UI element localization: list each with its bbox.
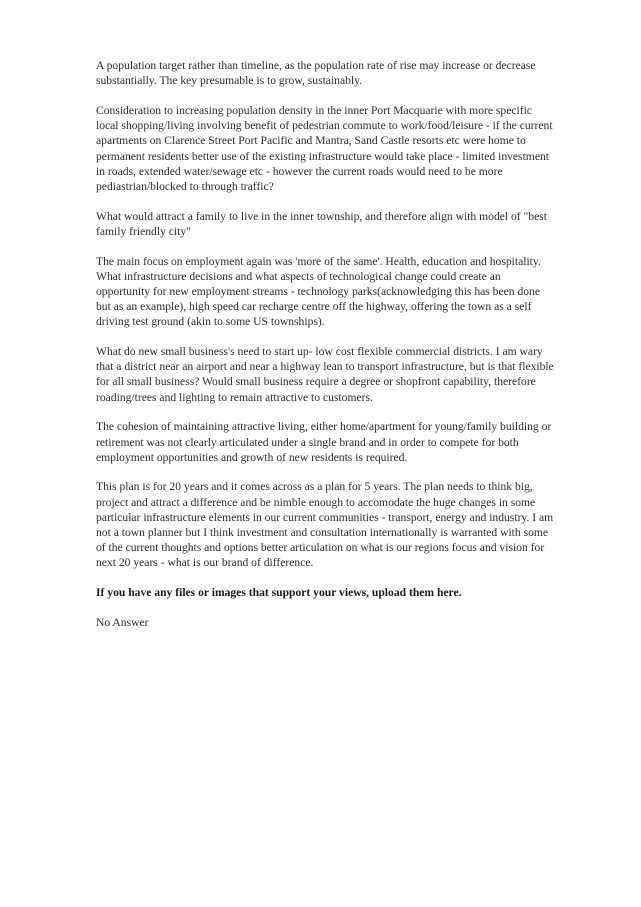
paragraph-attractive-living: The cohesion of maintaining attractive living, either home/apartment for young/family building or retirement was not clearly articulated under a single brand and in order to compete for both employment opportunities and growth of new residents is required. <box>96 420 552 464</box>
paragraph-population-target: A population target rather than timeline, as the population rate of rise may increase or decrease substantially. The key presumable is to grow, sustainably. <box>96 59 536 88</box>
paragraph-family-attraction: What would attract a family to live in the inner township, and therefore align with model of "best family friendly city" <box>96 209 547 238</box>
paragraph-population-density: Consideration to increasing population density in the inner Port Macquarie with more specific local shopping/living involving benefit of pedestrian commute to work/food/leisure - if the current apartments on Clarence Street Port Pacific and Mantra, Sand Castle resorts etc were home to permanent residents better use of the existing infrastructure would take place - limited investment in roads, extended water/sewage etc - however the current roads would need to be more pediastrian/blocked to through traffic? <box>96 103 553 193</box>
paragraph-employment-focus: The main focus on employment again was 'more of the same'. Health, education and hospitality. What infrastructure decisions and what aspects of technological change could create an opportunity for new employment streams - technology parks(acknowledging this has been done but as an example), high speed car recharge centre off the highway, offering the town as a self driving test ground (akin to some US townships). <box>96 254 541 329</box>
document-body <box>96 58 556 645</box>
paragraph-small-business: What do new small business's need to start up- low cost flexible commercial districts. I am wary that a district near an airport and near a highway lean to transport infrastructure, but is that flexible for all small business? Would small business require a degree or shopfront capability, therefore roading/trees and lighting to remain attractive to customers. <box>96 345 554 404</box>
question-upload-files: If you have any files or images that support your views, upload them here. <box>96 586 462 600</box>
answer-upload-files: No Answer <box>96 615 149 629</box>
paragraph-plan-horizon: This plan is for 20 years and it comes across as a plan for 5 years. The plan needs to think big, project and attract a difference and be nimble enough to accomodate the huge changes in some particular infrastructure elements in our current communities - transport, energy and industry. I am not a town planner but I think investment and consultation internationally is warranted with some of the current thoughts and options better articulation on what is our regions focus and vision for next 20 years - what is our brand of difference. <box>96 480 554 570</box>
